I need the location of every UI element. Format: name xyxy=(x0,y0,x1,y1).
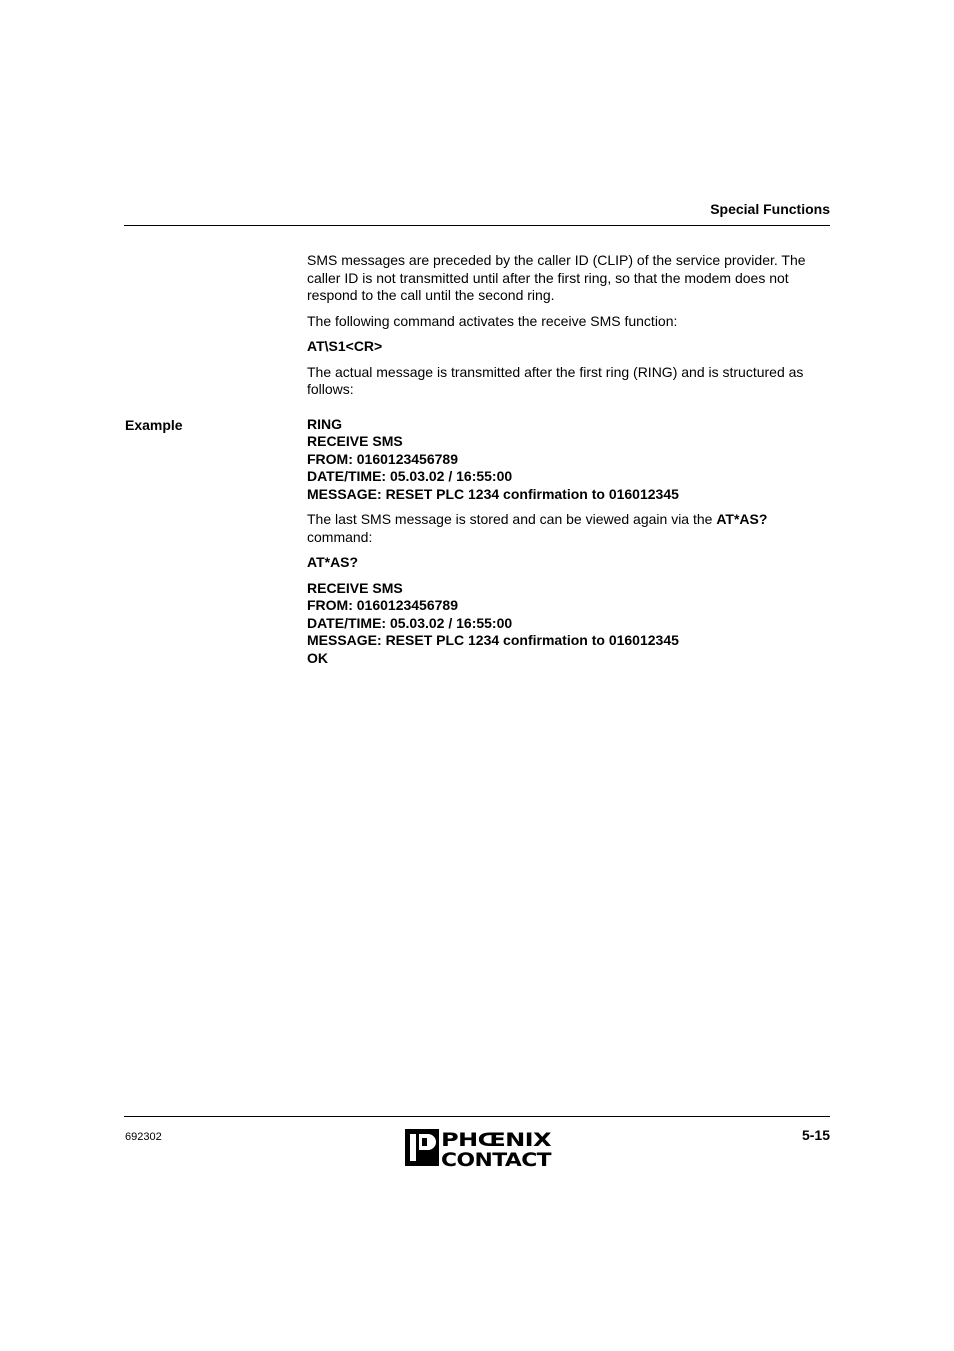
paragraph-clip-intro: SMS messages are preceded by the caller ID (CLIP) of the service provider. The caller ID is not transmitted until after the first ring, so that the modem does not respond to the call until the second ring. xyxy=(307,252,806,303)
response-line: RECEIVE SMS xyxy=(307,579,403,596)
response-line: OK xyxy=(307,649,328,666)
command-activate-sms: AT\S1<CR> xyxy=(307,338,383,354)
paragraph-last-message-suffix: command: xyxy=(307,528,373,545)
response-line: FROM: 0160123456789 xyxy=(307,597,458,613)
page-number: 5-15 xyxy=(801,1127,830,1143)
example-line: DATE/TIME: 05.03.02 / 16:55:00 xyxy=(307,468,513,484)
document-number: 692302 xyxy=(125,1131,162,1143)
example-label: Example xyxy=(125,417,183,433)
inline-command: AT*AS? xyxy=(716,511,768,527)
footer-rule xyxy=(124,1116,830,1117)
response-line: MESSAGE: RESET PLC 1234 confirmation to 016012345 xyxy=(307,632,679,648)
paragraph-last-message xyxy=(307,511,831,546)
response-block xyxy=(307,580,831,668)
example-line: MESSAGE: RESET PLC 1234 confirmation to 016012345 xyxy=(307,485,679,502)
phoenix-contact-logo xyxy=(404,1127,554,1169)
response-line: DATE/TIME: 05.03.02 / 16:55:00 xyxy=(307,614,513,631)
section-title: Special Functions xyxy=(710,201,830,217)
logo-text-line2: CONTACT xyxy=(441,1149,552,1169)
command-query-sms: AT*AS? xyxy=(307,554,359,570)
example-line: RING xyxy=(307,415,342,432)
header-rule xyxy=(124,225,830,226)
main-content xyxy=(307,252,831,675)
paragraph-last-message-prefix: The last SMS message is stored and can be viewed again via the xyxy=(307,511,717,527)
example-message-block xyxy=(307,416,831,504)
example-line: FROM: 0160123456789 xyxy=(307,450,458,467)
example-line: RECEIVE SMS xyxy=(307,433,403,449)
logo-text-line1: PHŒNIX xyxy=(441,1129,553,1151)
paragraph-command-intro: The following command activates the receive SMS function: xyxy=(307,312,678,329)
paragraph-structure: The actual message is transmitted after the first ring (RING) and is structured as follows: xyxy=(307,363,804,397)
